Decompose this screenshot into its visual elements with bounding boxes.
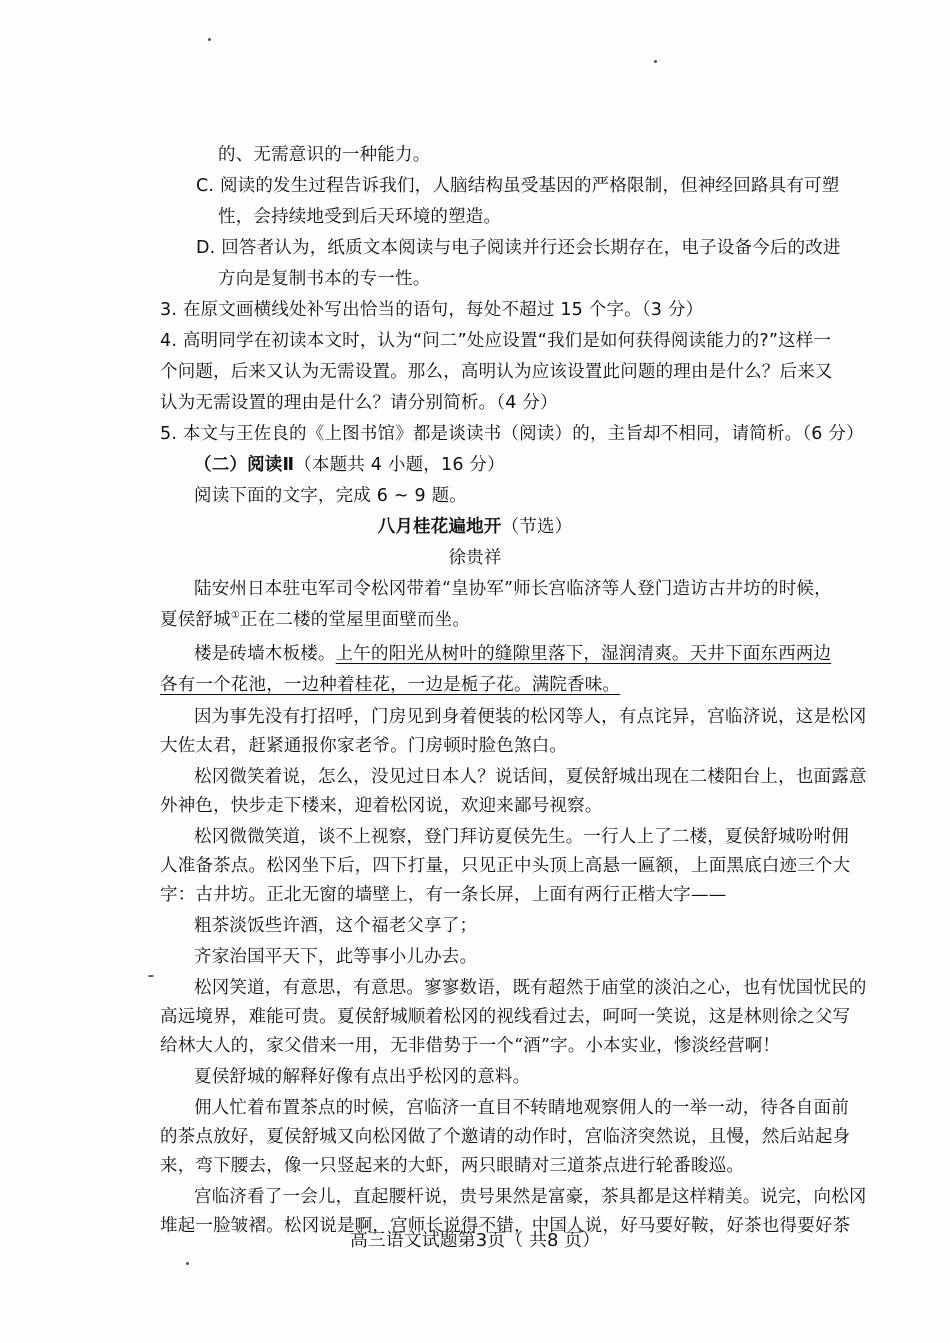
option-c-line2: 性，会持续地受到后天环境的塑造。: [218, 207, 502, 227]
passage-title: 八月桂花遍地开: [377, 517, 502, 537]
couplet-line2: 齐家治国平天下，此等事小儿办去。: [194, 947, 478, 967]
paragraph-8-line1: 佣人忙着布置茶点的时候，宫临济一直目不转睛地观察佣人的一举一动，待各自面前: [194, 1098, 849, 1118]
section-2-heading-note: （本题共 4 小题，16 分）: [294, 455, 505, 475]
paragraph-8-line2: 的茶点放好，夏侯舒城又向松冈做了个邀请的动作时，宫临济突然说，且慢，然后站起身: [160, 1127, 851, 1147]
option-b-tail: 的、无需意识的一种能力。: [218, 145, 431, 165]
character-name: 夏侯舒城: [160, 610, 231, 630]
underlined-passage-part1: 上午的阳光从树叶的缝隙里落下，湿润清爽。天井下面东西两边: [335, 644, 832, 664]
paragraph-1-line2-rest: 正在二楼的堂屋里面壁而坐。: [239, 610, 471, 630]
passage-author: 徐贵祥: [448, 548, 502, 568]
passage-title-row: [0, 512, 950, 542]
paragraph-6-line1: 松冈笑道，有意思，有意思。寥寥数语，既有超然于庙堂的淡泊之心，也有忧国忧民的: [194, 978, 867, 998]
paragraph-1-line1: 陆安州日本驻屯军司令松冈带着“皇协军”师长宫临济等人登门造访古井坊的时候，: [194, 579, 832, 599]
option-c-line1: C. 阅读的发生过程告诉我们，人脑结构虽受基因的严格限制，但神经回路具有可塑: [196, 176, 840, 196]
question-4-line2: 个问题，后来又认为无需设置。那么，高明认为应该设置此问题的理由是什么？后来又: [160, 362, 833, 382]
section-2-instruction: 阅读下面的文字，完成 6 ~ 9 题。: [194, 486, 467, 506]
paragraph-3-line1: 因为事先没有打招呼，门房见到身着便装的松冈等人，有点诧异，宫临济说，这是松冈: [194, 707, 867, 727]
question-3: 3. 在原文画横线处补写出恰当的语句，每处不超过 15 个字。（3 分）: [160, 300, 704, 320]
paragraph-4-line1: 松冈微笑着说，怎么，没见过日本人？说话间，夏侯舒城出现在二楼阳台上，也面露意: [194, 767, 867, 787]
paragraph-7-line1: 夏侯舒城的解释好像有点出乎松冈的意料。: [194, 1067, 531, 1087]
paragraph-9-line2: 堆起一脸皱褶。松冈说是啊，宫师长说得不错，中国人说，好马要好鞍，好茶也得要好茶: [160, 1216, 851, 1236]
question-4-line1: 4. 高明同学在初读本文时，认为“问二”处应设置“我们是如何获得阅读能力的?”这样一: [160, 331, 832, 351]
passage-title-note: （节选）: [501, 517, 573, 537]
scan-speck: [208, 38, 211, 41]
paragraph-5-line2: 人准备茶点。松冈坐下后，四下打量，只见正中头顶上高悬一匾额，上面黑底白迹三个大: [160, 856, 851, 876]
scan-speck: [186, 1262, 189, 1265]
paragraph-3-line2: 大佐太君，赶紧通报你家老爷。门房顿时脸色煞白。: [160, 736, 568, 756]
footnote-marker: ①: [230, 610, 240, 622]
couplet-line1: 粗茶淡饭些许酒，这个福老父享了；: [194, 916, 478, 936]
paragraph-2-line1: [194, 639, 831, 669]
section-2-heading: （二）阅读Ⅱ: [194, 455, 295, 475]
paragraph-5-line3: 字：古井坊。正北无窗的墙壁上，有一条长屏，上面有两行正楷大字——: [160, 885, 727, 905]
paragraph-9-line1: 宫临济看了一会儿，直起腰杆说，贵号果然是富豪，茶具都是这样精美。说完，向松冈: [194, 1187, 867, 1207]
paragraph-1-line2: [160, 605, 470, 635]
underlined-passage-part2: 各有一个花池，一边种着桂花，一边是栀子花。满院香味。: [160, 675, 621, 695]
option-d-line1: D. 回答者认为，纸质文本阅读与电子阅读并行还会长期存在，电子设备今后的改进: [196, 238, 841, 258]
paragraph-2-line2: [160, 670, 620, 700]
paragraph-6-line3: 给林大人的，家父借来一用，无非借势于一个“酒”字。小本实业，惨淡经营啊！: [160, 1036, 781, 1056]
question-4-line3: 认为无需设置的理由是什么？请分别简析。（4 分）: [160, 393, 558, 413]
scan-speck: [148, 975, 154, 977]
option-d-line2: 方向是复制书本的专一性。: [218, 269, 431, 289]
question-5: 5. 本文与王佐良的《上图书馆》都是谈读书（阅读）的，主旨却不相同，请简析。（6 分）: [160, 424, 864, 444]
paragraph-4-line2: 外神色，快步走下楼来，迎着松冈说，欢迎来鄙号视察。: [160, 796, 603, 816]
paragraph-8-line3: 来，弯下腰去，像一只竖起来的大虾，两只眼睛对三道茶点进行轮番睃巡。: [160, 1156, 745, 1176]
paragraph-5-line1: 松冈微微笑道，谈不上视察，登门拜访夏侯先生。一行人上了二楼，夏侯舒城吩咐佣: [194, 827, 849, 847]
section-2-heading-row: [194, 450, 505, 480]
paragraph-6-line2: 高远境界，难能可贵。夏侯舒城顺着松冈的视线看过去，呵呵一笑说，这是林则徐之父写: [160, 1007, 851, 1027]
page-footer: 高三语文试题第3页（ 共8 页）: [349, 1230, 601, 1251]
scan-speck: [654, 60, 657, 63]
paragraph-2-lead: 楼是砖墙木板楼。: [194, 644, 336, 664]
